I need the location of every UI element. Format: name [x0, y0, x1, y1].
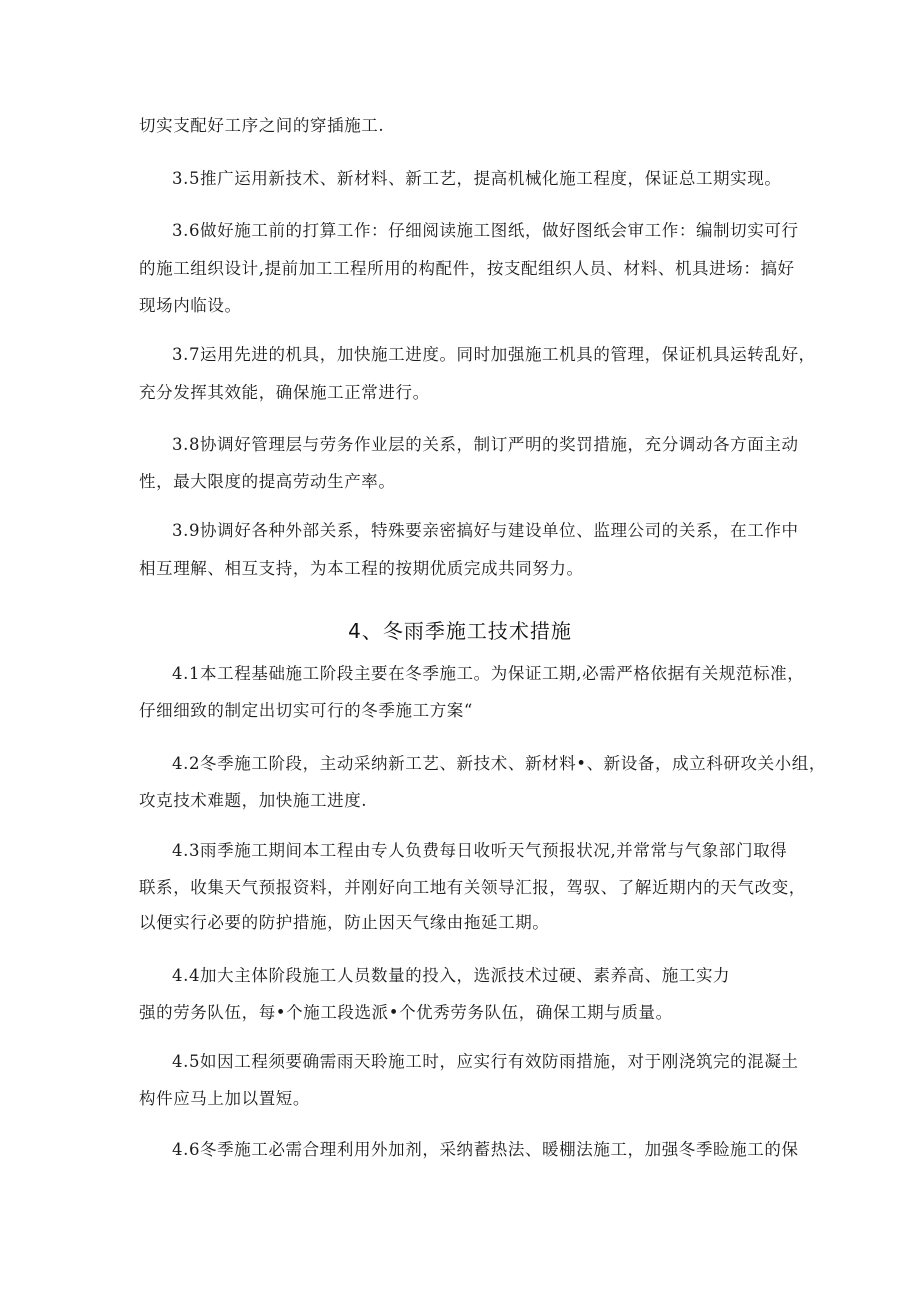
text-line: 4.6冬季施工必需合理利用外加剂，采纳蓄热法、暖棚法施工，加强冬季睑施工的保 — [172, 1140, 799, 1159]
text-line: 仔细细致的制定出切实可行的冬季施工方案“ — [139, 701, 473, 720]
text-line: 性，最大限度的提高劳动生产率。 — [139, 472, 396, 491]
text-line: 4.4加大主体阶段施工人员数量的投入，选派技术过硬、素养高、施工实力 — [172, 966, 731, 985]
text-line: 联系，收集天气预报资料，并刚好向工地有关领导汇报，驾驭、了解近期内的天气改变， — [139, 878, 806, 897]
text-line: 充分发挥其效能，确保施工正常进行。 — [139, 383, 430, 402]
text-line: 相互理解、相互支持，为本工程的按期优质完成共同努力。 — [139, 559, 584, 578]
text-line: 强的劳务队伍，每•个施工段选派•个优秀劳务队伍，确保工期与质量。 — [139, 1003, 673, 1022]
text-line: 4.1本工程基础施工阶段主要在冬季施工。为保证工期,必需严格依据有关规范标准， — [172, 664, 805, 683]
text-line: 4.5如因工程须要确需雨天聆施工时，应实行有效防雨措施，对于刚浇筑完的混凝土 — [172, 1052, 799, 1071]
text-line: 以便实行必要的防护措施，防止因天气缘由拖延工期。 — [139, 913, 550, 932]
text-line: 3.6做好施工前的打算工作：仔细阅读施工图纸，做好图纸会审工作：编制切实可行 — [172, 221, 799, 240]
text-line: 攻克技术难题，加快施工进度. — [139, 791, 368, 810]
section-heading: 4、冬雨季施工技术措施 — [348, 619, 572, 643]
text-line: 构件应马上加以置短。 — [139, 1089, 310, 1108]
text-line: 现场内临设。 — [139, 296, 242, 315]
text-line: 3.5推广运用新技术、新材料、新工艺，提高机械化施工程度，保证总工期实现。 — [172, 169, 782, 188]
text-line: 的施工组织设计,提前加工工程所用的构配件，按支配组织人员、材料、机具进场：搞好 — [139, 259, 795, 278]
text-line: 3.8协调好管理层与劳务作业层的关系，制订严明的奖罚措施，充分调动各方面主动 — [172, 435, 799, 454]
text-line: 4.2冬季施工阶段，主动采纳新工艺、新技术、新材料•、新设备，成立科研攻关小组， — [172, 754, 826, 773]
text-line: 4.3雨季施工期间本工程由专人负费每日收听天气预报状况,并常常与气象部门取得 — [172, 841, 788, 860]
text-line: 切实支配好工序之间的穿插施工. — [139, 116, 385, 135]
text-line: 3.9协调好各种外部关系，特殊要亲密搞好与建设单位、监理公司的关系，在工作中 — [172, 521, 799, 540]
text-line: 3.7运用先进的机具，加快施工进度。同时加强施工机具的管理，保证机具运转乱好， — [172, 345, 816, 364]
